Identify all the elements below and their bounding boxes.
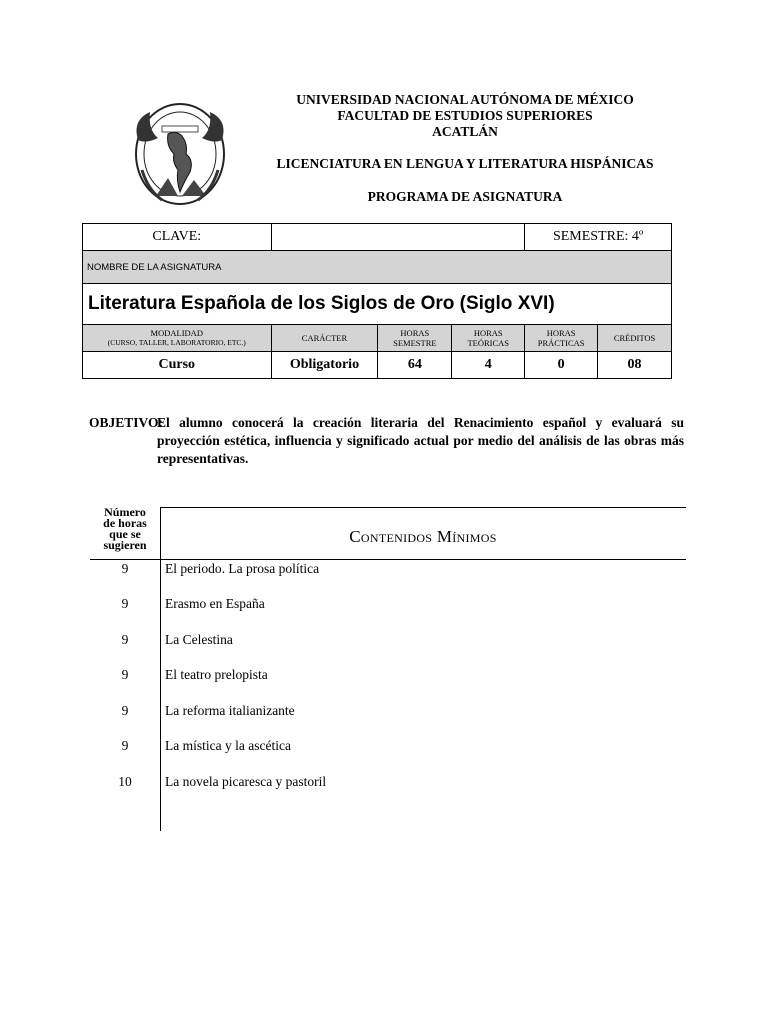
objetivo-label: OBJETIVO: <box>89 415 163 430</box>
row-topic: La mística y la ascética <box>165 738 291 753</box>
row-topic: El teatro prelopista <box>165 667 268 682</box>
horas-teoricas-header-line2: TEÓRICAS <box>467 338 509 348</box>
modalidad-header <box>83 325 272 352</box>
row-hours: 9 <box>121 632 129 647</box>
row-topic: El periodo. La prosa política <box>165 561 320 576</box>
table-row <box>90 738 686 758</box>
subject-info-table <box>82 223 672 379</box>
horas-semestre-value: 64 <box>378 352 452 379</box>
horas-semestre-header-line1: HORAS <box>400 328 430 338</box>
hours-column-header <box>90 507 160 551</box>
modalidad-header-line1: MODALIDAD <box>150 328 203 338</box>
hours-header-line: que se <box>109 527 141 541</box>
row-topic: Erasmo en España <box>165 596 265 611</box>
horas-semestre-header-line2: SEMESTRE <box>393 338 437 348</box>
caracter-header: CARÁCTER <box>271 325 378 352</box>
table-row <box>90 632 686 652</box>
semestre-label: SEMESTRE: 4º <box>525 224 672 251</box>
creditos-header: CRÉDITOS <box>598 325 672 352</box>
row-topic: La novela picaresca y pastoril <box>165 774 327 789</box>
horas-practicas-value: 0 <box>525 352 598 379</box>
hours-header-line: sugieren <box>103 538 147 552</box>
horas-teoricas-header-line1: HORAS <box>473 328 503 338</box>
table-row <box>90 561 686 581</box>
contenidos-title: Contenidos Mínimos <box>349 527 497 546</box>
nombre-asignatura-label: NOMBRE DE LA ASIGNATURA <box>83 251 672 284</box>
horas-practicas-header-line2: PRÁCTICAS <box>537 338 585 348</box>
table-row <box>90 667 686 687</box>
table-row <box>90 774 686 794</box>
row-topic: La reforma italianizante <box>165 703 295 718</box>
table-row <box>90 703 686 723</box>
campus-name: ACATLÁN <box>432 124 498 139</box>
program-title: PROGRAMA DE ASIGNATURA <box>367 189 563 204</box>
subject-title: Literatura Española de los Siglos de Oro (Siglo XVI) <box>83 284 672 325</box>
horas-practicas-header-line1: HORAS <box>546 328 576 338</box>
clave-label: CLAVE: <box>83 224 272 251</box>
degree-name: LICENCIATURA EN LENGUA Y LITERATURA HISPÁNICAS <box>276 156 654 171</box>
row-hours: 10 <box>118 774 132 789</box>
hours-header-line: Número <box>104 505 146 519</box>
horas-teoricas-value: 4 <box>452 352 525 379</box>
table-top-rule <box>160 507 686 508</box>
row-topic: La Celestina <box>165 632 233 647</box>
row-hours: 9 <box>121 596 129 611</box>
row-hours: 9 <box>121 561 129 576</box>
university-name: UNIVERSIDAD NACIONAL AUTÓNOMA DE MÉXICO <box>296 92 634 107</box>
clave-value <box>271 224 525 251</box>
horas-semestre-header <box>378 325 452 352</box>
caracter-value: Obligatorio <box>271 352 378 379</box>
row-hours: 9 <box>121 703 129 718</box>
hours-header-line: de horas <box>103 516 147 530</box>
creditos-value: 08 <box>598 352 672 379</box>
faculty-name: FACULTAD DE ESTUDIOS SUPERIORES <box>337 108 593 123</box>
horas-teoricas-header <box>452 325 525 352</box>
header-rule <box>90 559 686 560</box>
table-row <box>90 596 686 616</box>
horas-practicas-header <box>525 325 598 352</box>
unam-seal-logo <box>128 100 232 212</box>
modalidad-value: Curso <box>83 352 272 379</box>
row-hours: 9 <box>121 738 129 753</box>
objetivo-text: El alumno conocerá la creación literaria del Renacimiento español y evaluará su proyección estética, influencia y significado actual por medio del análisis de las obras más representativas. <box>157 415 684 466</box>
row-hours: 9 <box>121 667 129 682</box>
contenidos-table <box>90 505 686 831</box>
modalidad-header-line2: (CURSO, TALLER, LABORATORIO, ETC.) <box>107 338 246 347</box>
